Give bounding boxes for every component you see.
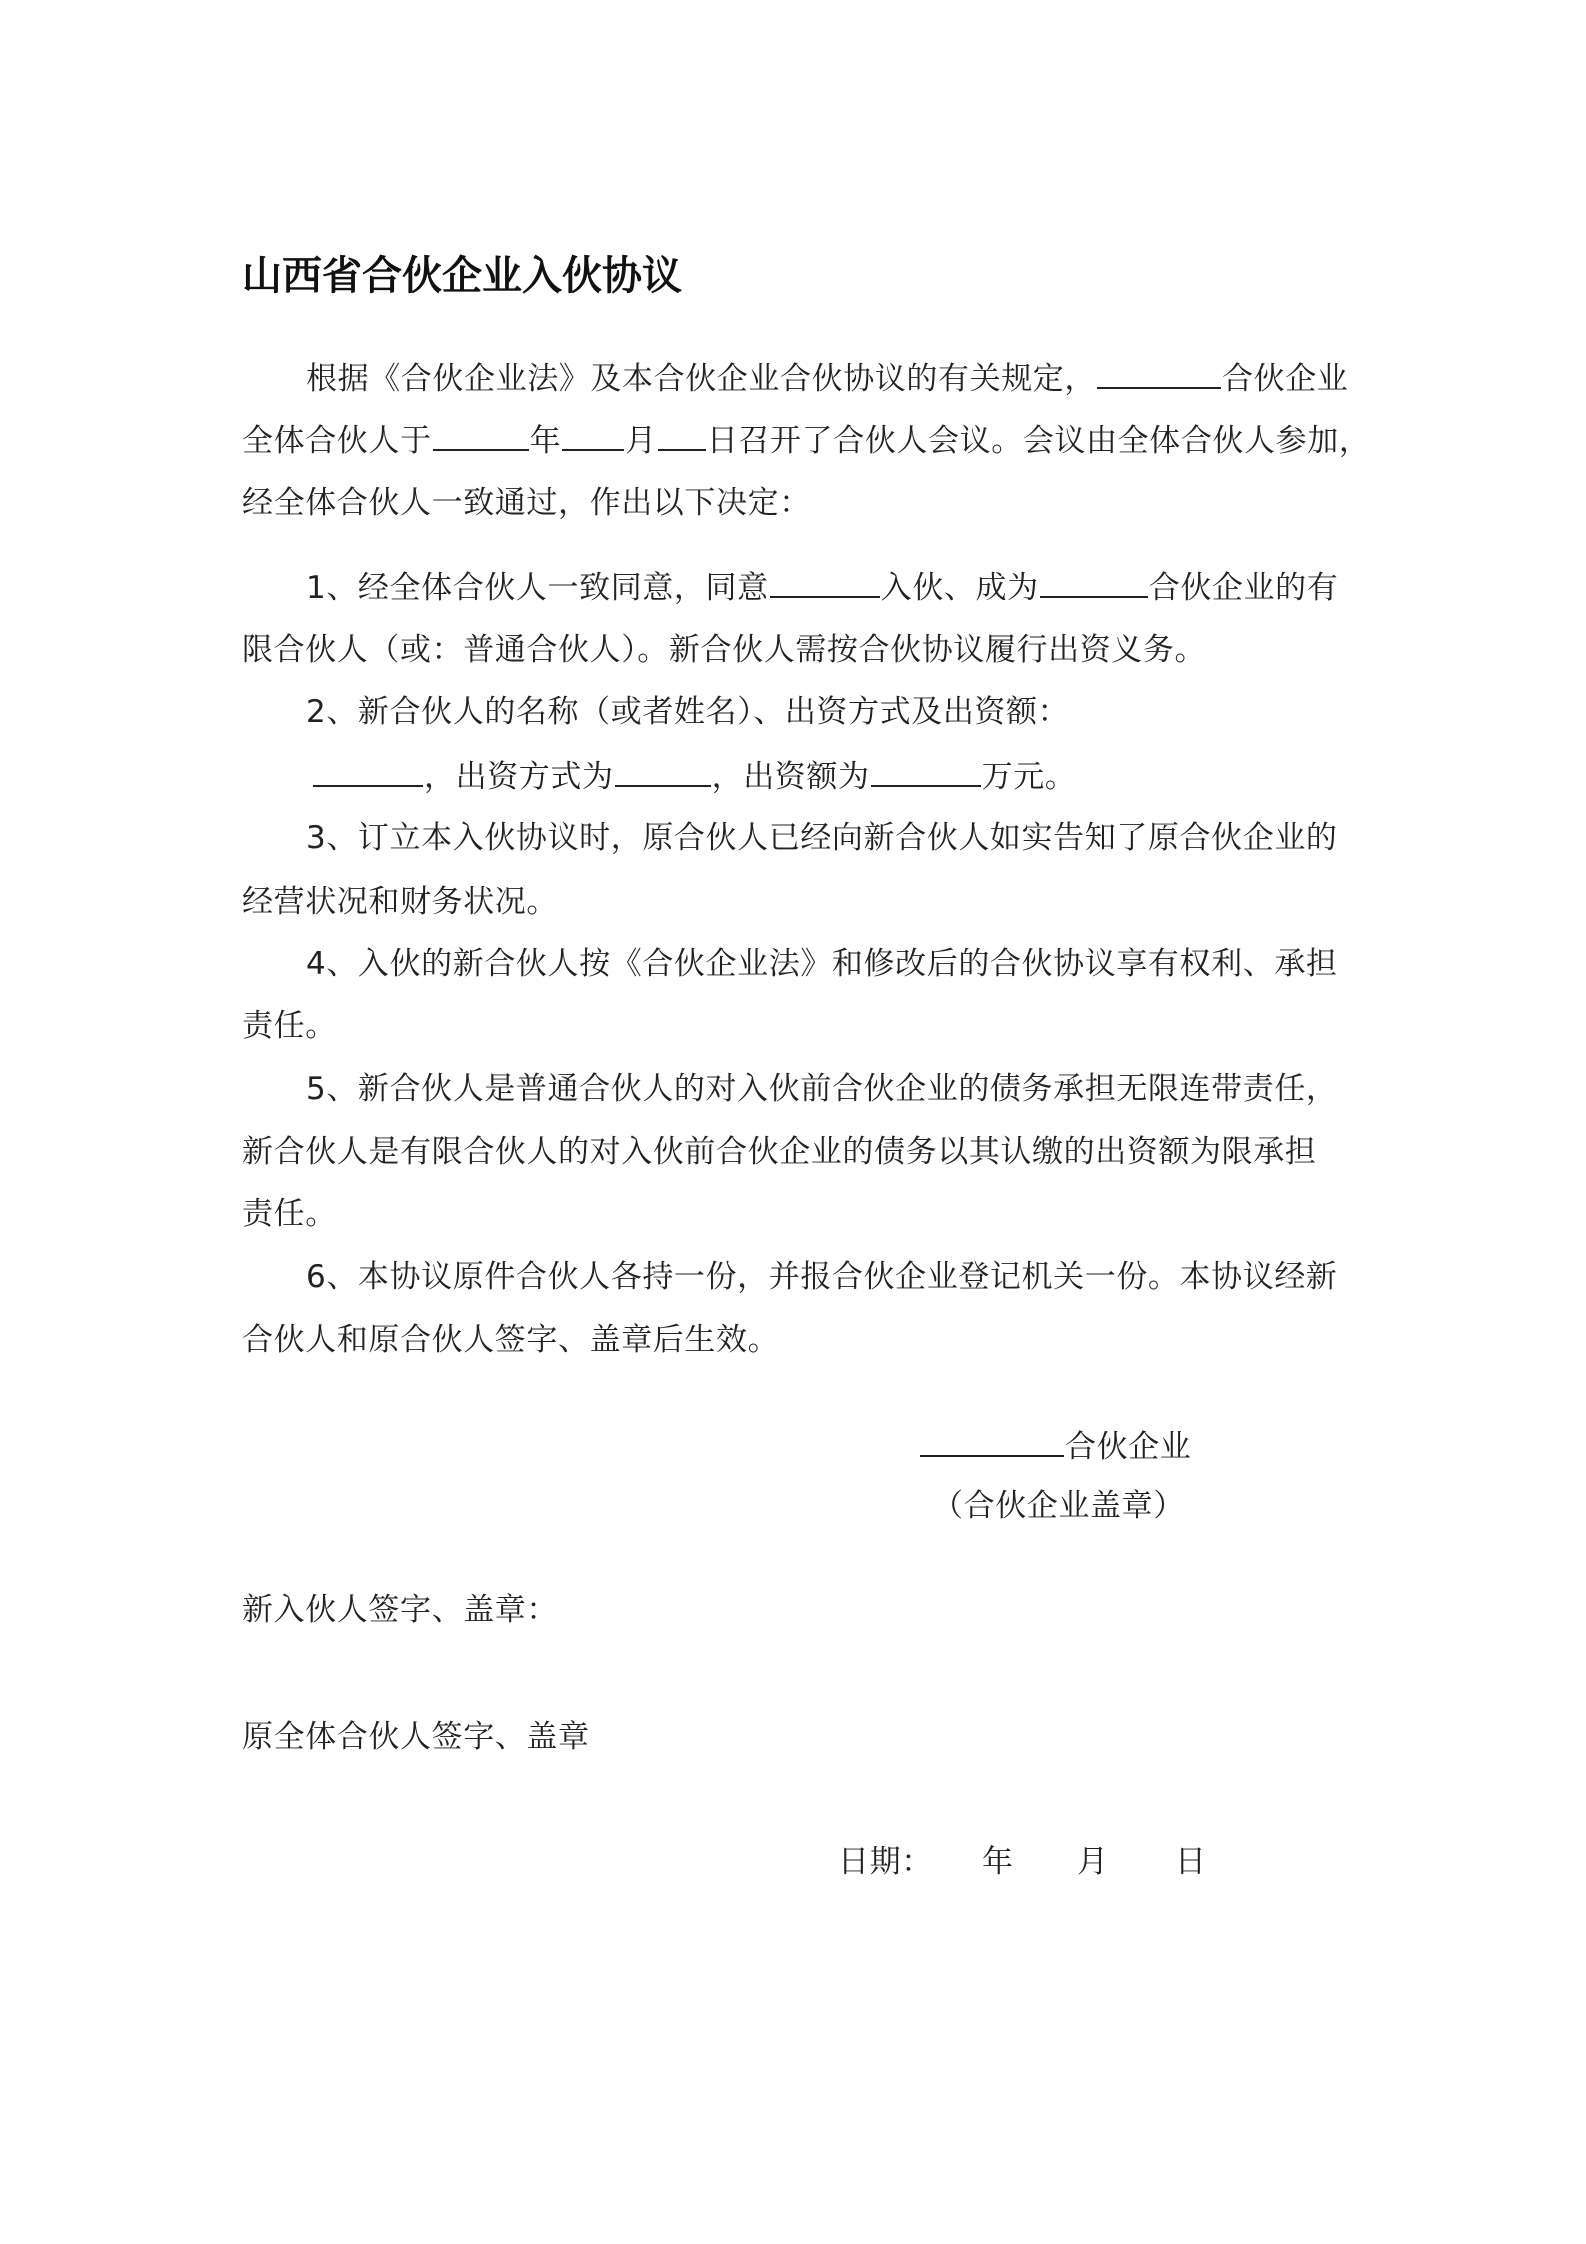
text: ，出资方式为 — [424, 759, 614, 795]
blank-contribution-method[interactable] — [615, 755, 711, 787]
date-year: 年 — [982, 1844, 1014, 1880]
blank-enterprise-name[interactable] — [1097, 357, 1221, 389]
blank-month[interactable] — [562, 419, 624, 451]
item-5-line-3: 责任。 — [242, 1196, 337, 1232]
text: 日召开了合伙人会议。会议由全体合伙人参加， — [706, 423, 1371, 459]
text: 根据《合伙企业法》及本合伙企业合伙协议的有关规定， — [306, 361, 1096, 397]
text: 合伙企业的有 — [1148, 570, 1339, 606]
item-4-line-2: 责任。 — [242, 1008, 337, 1044]
text: 1、经全体合伙人一致同意，同意 — [306, 570, 769, 606]
intro-line-3: 经全体合伙人一致通过，作出以下决定： — [242, 485, 811, 521]
item-4-line-1: 4、入伙的新合伙人按《合伙企业法》和修改后的合伙协议享有权利、承担 — [306, 946, 1338, 982]
text: 年 — [529, 423, 562, 459]
text: 入伙、成为 — [880, 570, 1039, 606]
item-3-line-2: 经营状况和财务状况。 — [242, 884, 558, 920]
blank-enterprise[interactable] — [1040, 566, 1148, 598]
item-5-line-2: 新合伙人是有限合伙人的对入伙前合伙企业的债务以其认缴的出资额为限承担 — [242, 1134, 1317, 1170]
original-partners-signature-label: 原全体合伙人签字、盖章 — [242, 1719, 590, 1755]
enterprise-signature-line — [919, 1425, 1191, 1467]
intro-line-2 — [242, 419, 1370, 461]
blank-day[interactable] — [658, 419, 706, 451]
date-day: 日 — [1175, 1844, 1207, 1880]
item-6-line-2: 合伙人和原合伙人签字、盖章后生效。 — [242, 1322, 780, 1358]
intro-line-1 — [306, 357, 1348, 399]
text: 万元。 — [981, 759, 1077, 795]
text: 全体合伙人于 — [242, 423, 432, 459]
item-3-line-1: 3、订立本入伙协议时，原合伙人已经向新合伙人如实告知了原合伙企业的 — [306, 820, 1338, 856]
blank-enterprise-signature[interactable] — [920, 1425, 1064, 1457]
item-2-line-2 — [312, 755, 1076, 797]
item-1-line-2: 限合伙人（或：普通合伙人）。新合伙人需按合伙协议履行出资义务。 — [242, 632, 1207, 668]
text: 合伙企业 — [1065, 1429, 1192, 1465]
blank-year[interactable] — [433, 419, 529, 451]
item-5-line-1: 5、新合伙人是普通合伙人的对入伙前合伙企业的债务承担无限连带责任， — [306, 1071, 1338, 1107]
text: ，出资额为 — [711, 759, 870, 795]
item-1-line-1 — [306, 566, 1338, 608]
date-month: 月 — [1077, 1844, 1109, 1880]
blank-partner-name[interactable] — [313, 755, 423, 787]
text: 月 — [625, 423, 657, 459]
item-2-line-1: 2、新合伙人的名称（或者姓名）、出资方式及出资额： — [306, 694, 1070, 730]
new-partner-signature-label: 新入伙人签字、盖章： — [242, 1592, 558, 1628]
enterprise-seal-label: （合伙企业盖章） — [932, 1488, 1185, 1524]
item-6-line-1: 6、本协议原件合伙人各持一份，并报合伙企业登记机关一份。本协议经新 — [306, 1259, 1338, 1295]
blank-contribution-amount[interactable] — [871, 755, 981, 787]
text: 合伙企业 — [1222, 361, 1349, 397]
blank-new-partner[interactable] — [770, 566, 880, 598]
document-title: 山西省合伙企业入伙协议 — [242, 253, 682, 299]
date-label: 日期： — [838, 1844, 933, 1880]
